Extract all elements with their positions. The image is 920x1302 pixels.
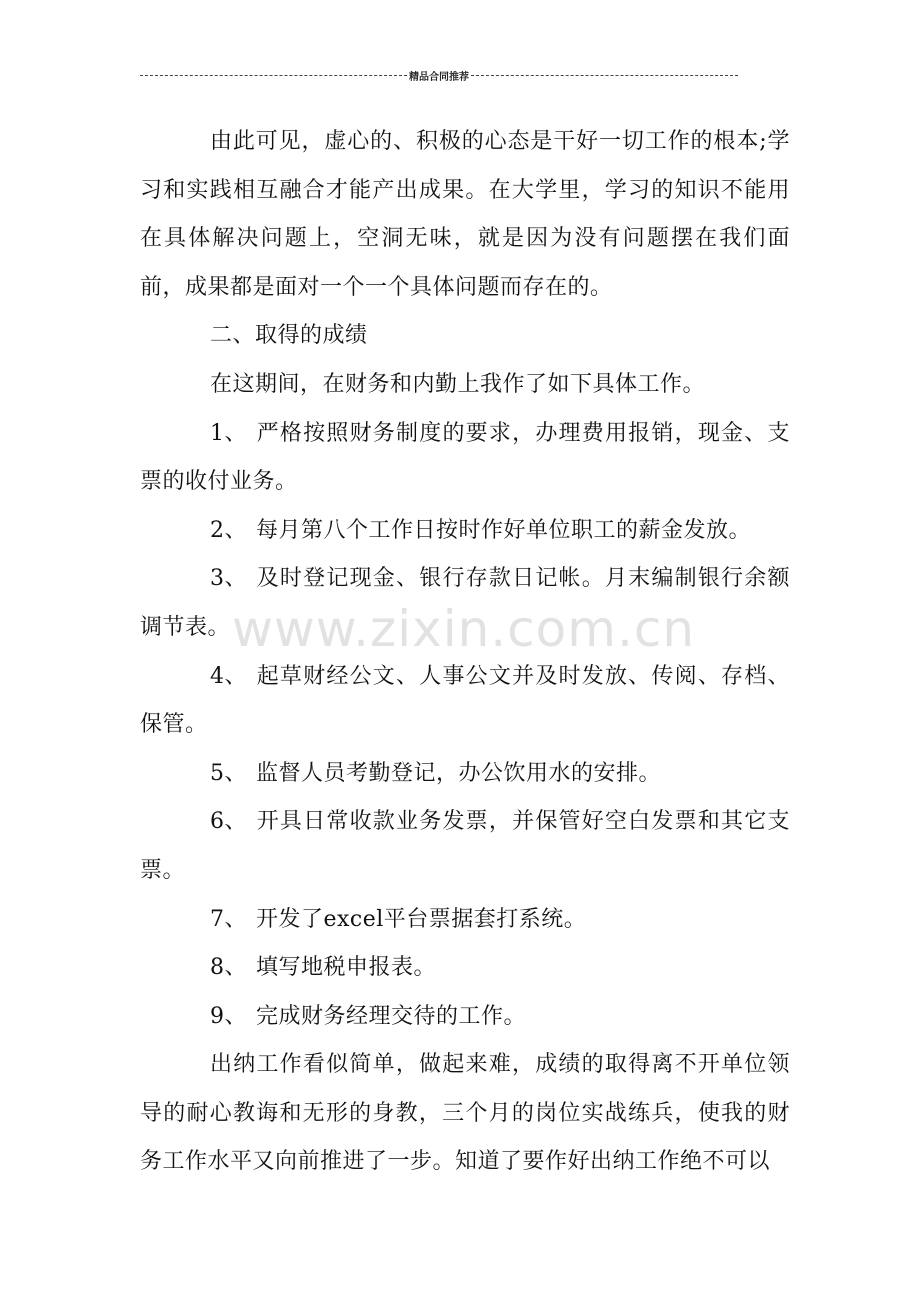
list-item-number: 3、 [210, 566, 247, 592]
watermark: www.zixin.com.cn [232, 600, 696, 658]
list-item [140, 653, 790, 750]
list-item [140, 410, 790, 507]
paragraph-summary: 出纳工作看似简单，做起来难，成绩的取得离不开单位领导的耐心教诲和无形的身教，三个月的岗位实战练兵，使我的财务工作水平又向前推进了一步。知道了要作好出纳工作绝不可以 [140, 1052, 790, 1175]
list-item [140, 944, 790, 993]
list-item-number: 8、 [210, 955, 247, 981]
list-item-number: 4、 [210, 663, 247, 689]
list-item-text: 起草财经公文、人事公文并及时发放、传阅、存档、保管。 [140, 663, 790, 738]
list-item [140, 555, 790, 652]
section-heading: 二、取得的成绩 [210, 323, 368, 349]
list-item [140, 507, 790, 556]
list-item-number: 7、 [210, 906, 247, 932]
list-item-text: 及时登记现金、银行存款日记帐。月末编制银行余额调节表。 [140, 566, 790, 640]
header-title: 精品合同推荐 [409, 71, 469, 83]
list-item [140, 750, 790, 799]
list-item [140, 798, 790, 895]
list-item [140, 993, 790, 1042]
list-item-text: 每月第八个工作日按时作好单位职工的薪金发放。 [256, 517, 752, 543]
paragraph-intro: 在这期间，在财务和内勤上我作了如下具体工作。 [210, 371, 706, 397]
list-item [140, 896, 790, 945]
list-item-text: 监督人员考勤登记，办公饮用水的安排。 [256, 760, 662, 786]
list-item-number: 9、 [210, 1003, 247, 1029]
list-item-text: 开发了excel平台票据套打系统。 [256, 906, 587, 932]
paragraph-conclusion: 由此可见，虚心的、积极的心态是干好一切工作的根本;学习和实践相互融合才能产出成果。在大学里，学习的知识不能用在具体解决问题上，空洞无味，就是因为没有问题摆在我们面前，成果都是面对一个一个具体问题而存在的。 [140, 129, 790, 300]
list-item-number: 5、 [210, 760, 247, 786]
header-rule-left [140, 75, 407, 76]
list-item-text: 开具日常收款业务发票，并保管好空白发票和其它支票。 [140, 809, 790, 883]
list-item-number: 2、 [210, 517, 247, 543]
page-header [140, 66, 738, 84]
list-item-text: 填写地税申报表。 [256, 955, 437, 981]
header-rule-right [471, 75, 738, 76]
document-body [140, 118, 790, 1187]
list-item-text: 完成财务经理交待的工作。 [256, 1003, 527, 1029]
list-item-text: 严格按照财务制度的要求，办理费用报销，现金、支票的收付业务。 [140, 420, 790, 495]
list-item-number: 6、 [210, 809, 247, 835]
list-item-number: 1、 [210, 420, 247, 446]
